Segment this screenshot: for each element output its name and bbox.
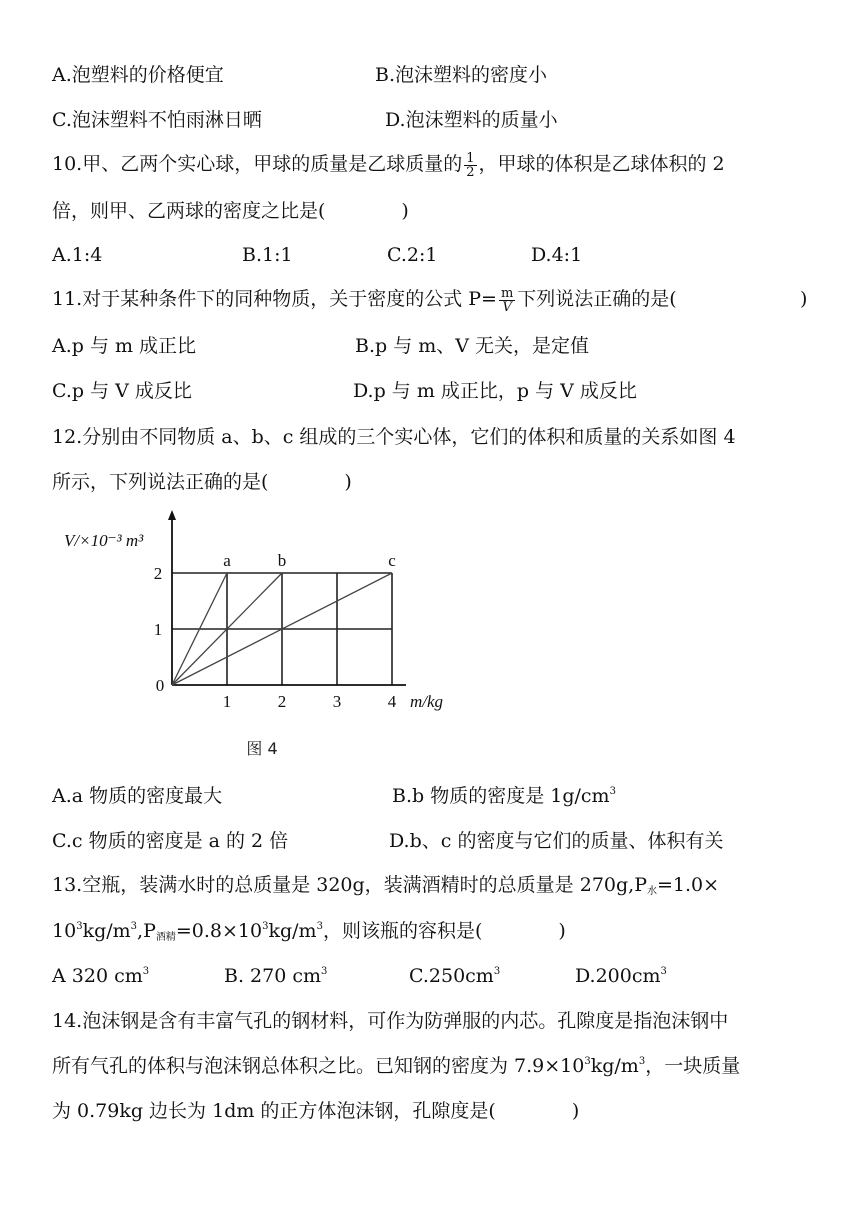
q9-option-b[interactable]: B.泡沫塑料的密度小 [375,64,548,86]
q11-stem-pre: 11.对于某种条件下的同种物质，关于密度的公式 P= [52,288,497,310]
q13-option-a-text: A 320 cm [52,965,143,987]
q13-option-d[interactable] [575,963,667,989]
q10-stem-pre: 10.甲、乙两个实心球，甲球的质量是乙球质量的 [52,153,463,175]
q14-sup: 3 [584,1056,591,1067]
q13-option-d-text: D.200cm [575,965,661,987]
q12-stem-line-1: 12.分别由不同物质 a、b、c 组成的三个实心体，它们的体积和质量的关系如图 4 [52,426,736,448]
q10-option-a[interactable]: A.1:4 [52,244,103,266]
q14-stem-line-3: 为 0.79kg 边长为 1dm 的正方体泡沫钢，孔隙度是( ) [52,1100,580,1122]
q13-stem-line-2 [52,918,566,944]
q10-option-d[interactable]: D.4:1 [531,244,583,266]
q13-sup: 3 [130,921,138,932]
q11-close-paren: ) [800,288,808,310]
q11-fraction-numerator: m [500,285,514,301]
q13-text-part: =0.8×10 [175,920,263,942]
q13-stem-line-1 [52,872,719,898]
q12-option-c[interactable]: C.c 物质的密度是 a 的 2 倍 [52,830,289,852]
q13-sub-water: 水 [646,886,657,897]
q11-option-a[interactable]: A.p 与 m 成正比 [52,335,197,357]
chart-axes [168,510,406,685]
q10-fraction-denominator: 2 [466,164,475,180]
q13-text-part: ，则该瓶的容积是( ) [322,920,566,942]
q13-sup: 3 [316,921,323,932]
series-label-a: a [223,551,231,570]
q13-text-part: kg/m [82,920,131,942]
q10-stem-post: ，甲球的体积是乙球体积的 2 [478,153,725,175]
q11-option-d[interactable]: D.p 与 m 成正比，p 与 V 成反比 [353,380,637,402]
q10-option-c[interactable]: C.2:1 [387,244,438,266]
y-axis-arrow [168,510,176,520]
q13-stem-line-1-end: =1.0× [656,874,720,896]
series-label-c: c [388,551,396,570]
q14-sup: 3 [638,1056,646,1067]
q10-fraction [464,152,476,179]
y-axis-title: V/×10⁻³ m³ [64,531,144,550]
chart-svg [52,508,472,770]
q13-option-c-text: C.250cm [409,965,494,987]
q9-option-d[interactable]: D.泡沫塑料的质量小 [385,109,558,131]
chart-labels [64,531,443,758]
q11-stem-post: 下列说法正确的是( [517,288,677,310]
series-label-b: b [277,551,287,570]
q12-option-b-sup: 3 [609,786,616,797]
y-tick-label-2: 2 [153,564,163,583]
q13-stem-line-1-text: 13.空瓶，装满水时的总质量是 320g，装满酒精时的总质量是 270g,P [52,874,647,896]
x-tick-label-2: 2 [277,692,287,711]
q11-fraction [499,287,515,314]
q10-option-b[interactable]: B.1:1 [242,244,293,266]
q10-stem-line-2: 倍，则甲、乙两球的密度之比是( ) [52,200,409,222]
q13-sup: 3 [76,921,83,932]
y-tick-label-1: 1 [153,620,163,639]
q13-text-part: 10 [52,920,77,942]
q13-option-c[interactable] [409,963,500,989]
q11-option-b[interactable]: B.p 与 m、V 无关，是定值 [355,335,590,357]
q13-sub-alcohol: 酒精 [155,932,176,943]
q12-option-a[interactable]: A.a 物质的密度最大 [52,785,223,807]
q13-sup: 3 [262,921,269,932]
q11-option-c[interactable]: C.p 与 V 成反比 [52,380,192,402]
q14-text-part: kg/m [590,1055,639,1077]
x-tick-label-4: 4 [387,692,397,711]
figure-4-chart [52,508,472,770]
q12-stem-line-2: 所示，下列说法正确的是( ) [52,471,352,493]
q13-option-a-sup: 3 [142,966,150,977]
q10-fraction-numerator: 1 [466,150,475,166]
q13-option-b[interactable] [224,963,327,989]
q13-option-d-sup: 3 [660,966,667,977]
q14-stem-line-2 [52,1053,740,1079]
q11-stem-line-1 [52,286,808,314]
q13-option-c-sup: 3 [493,966,501,977]
x-axis-title: m/kg [410,692,444,711]
origin-label: 0 [155,676,165,695]
q10-stem-line-1 [52,151,725,179]
q9-option-c[interactable]: C.泡沫塑料不怕雨淋日晒 [52,109,262,131]
q12-option-b[interactable] [392,783,616,809]
q14-stem-line-1: 14.泡沫钢是含有丰富气孔的钢材料，可作为防弹服的内芯。孔隙度是指泡沫钢中 [52,1010,729,1032]
q13-option-b-text: B. 270 cm [224,965,322,987]
figure-caption: 图 4 [246,739,278,758]
x-tick-label-1: 1 [222,692,232,711]
q11-fraction-denominator: V [502,299,512,315]
q13-option-b-sup: 3 [321,966,328,977]
x-tick-label-3: 3 [332,692,342,711]
q12-option-d[interactable]: D.b、c 的密度与它们的质量、体积有关 [389,830,724,852]
q12-option-b-text: B.b 物质的密度是 1g/cm [392,785,610,807]
q14-text-part: ，一块质量 [645,1055,741,1077]
q9-option-a[interactable]: A.泡塑料的价格便宜 [52,64,224,86]
q13-text-part: ,P [137,920,156,942]
q14-text-part: 所有气孔的体积与泡沫钢总体积之比。已知钢的密度为 7.9×10 [52,1055,585,1077]
q13-option-a[interactable] [52,963,149,989]
q13-text-part: kg/m [268,920,317,942]
